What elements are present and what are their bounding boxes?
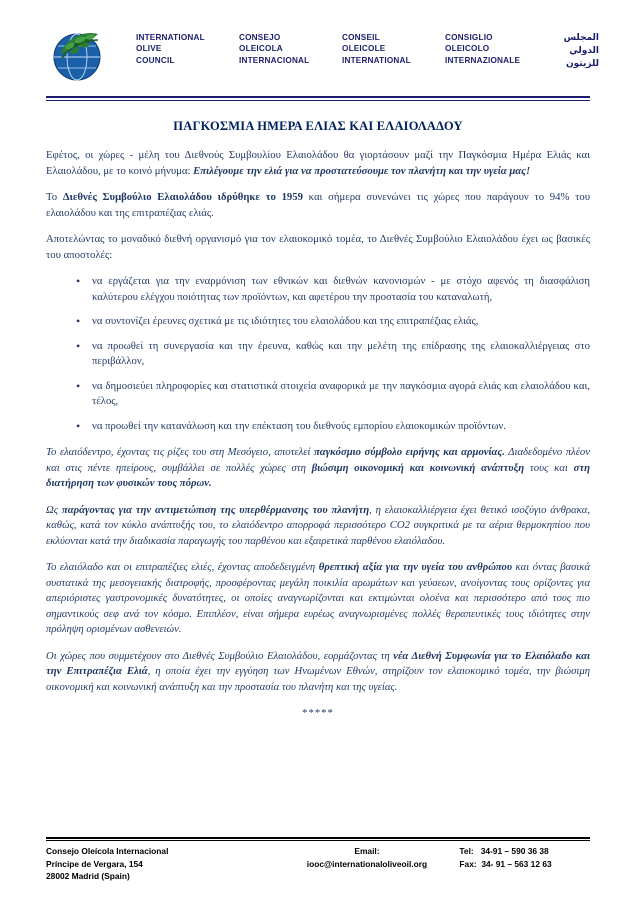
paragraph-7: Οι χώρες που συμμετέχουν στο Διεθνές Συμβούλιο Ελαιολάδου, εορμάζοντας τη νέα Διεθνή Συμφωνία για το Ελαιόλαδο και την Επιτραπέζια Ελιά, η οποία έχει την εγγύηση των Ηνωμένων Εθνών, στηρίζουν τον ελαιοκομικό τομέα, την βιώσιμη οικονομική και κοινωνική ανάπτυξη και την προστασία του πλανήτη και της υγείας. [46, 649, 590, 693]
document-body [46, 148, 590, 722]
header-divider-thick [46, 96, 590, 98]
paragraph-6: Το ελαιόλαδο και οι επιτραπέζιες ελιές, έχοντας αποδεδειγμένη θρεπτική αξία για την υγεία του ανθρώπου και όντας βασικά συστατικά της μεσογειακής διατροφής, προσφέροντας μεγάλη ποικιλία αρωμάτων και γεύσεων, ανοίγοντας τους ορίζοντες για απεριόριστες γαστρονομικές δυνατότητες, οι οποίες αναγνωρίζονται και εκτιμώνται ολοένα και περισσότερο από τους πιο σημαντικούς σεφ ανά τον κόσμο. Επιπλέον, είναι σήμερα ευρέως αναγνωρισμένες πολλές θεραπευτικές τους ιδιότητες στην πρόληψη ορισμένων ασθενειών. [46, 561, 590, 636]
list-item: • να συντονίζει έρευνες σχετικά με τις ιδιότητες του ελαιολάδου και της επιτραπέζιας ελιάς, [92, 314, 590, 330]
list-item: • να εργάζεται για την εναρμόνιση των εθνικών και διεθνών κανονισμών - με στόχο αφενός τη διασφάλιση καλύτερου ελέγχου ποιότητας των προϊόντων, και αφετέρου την προστασία του καταναλωτή, [92, 274, 590, 305]
fax-line [459, 858, 590, 870]
org-name-italian: CONSIGLIO OLEICOLO INTERNAZIONALE [445, 33, 521, 65]
footer-address: Consejo Oleícola Internacional Príncipe de Vergara, 154 28002 Madrid (Spain) [46, 846, 169, 881]
paragraph-5: Ως παράγοντας για την αντιμετώπιση της υπερθέρμανσης του πλανήτη, η ελαιοκαλλιέργεια έχει θετικό ισοζύγιο άνθρακα, καθώς, κατά τον κύκλο ανάπτυξής του, το ελαιόδεντρο απορροφά περισσότερο CO2 συγκριτικά με τα αέρια θερμοκηπίου που εκλύονται κατά την διαδικασία παραγωγής του παρθένου και εξαιρετικά παρθένου ελαιόλαδου. [46, 503, 590, 547]
footer-divider-thin [46, 840, 590, 841]
list-item: • να δημοσιεύει πληροφορίες και στατιστικά στοιχεία αναφορικά με την παγκόσμια αγορά ελιάς και ελαιολάδου και, τέλος, [92, 379, 590, 410]
paragraph-4: Το ελαιόδεντρο, έχοντας τις ρίζες του στη Μεσόγειο, αποτελεί παγκόσμιο σύμβολο ειρήνης και αρμονίας. Διαδεδομένο πλέον και στις πέντε ηπείρους, συμβάλλει σε πολλές χώρες στη βιώσιμη οικονομική και κοινωνική ανάπτυξη τους και στη διατήρηση των φυσικών τους πόρων. [46, 446, 590, 490]
email-label: Email: [354, 846, 380, 857]
telephone-line [459, 845, 590, 857]
list-item: • να προωθεί την κατανάλωση και την επέκταση του διεθνούς εμπορίου ελαιοκομικών προϊόντων. [92, 419, 590, 435]
paragraph-2: Το Διεθνές Συμβούλιο Ελαιολάδου ιδρύθηκε το 1959 και σήμερα συνενώνει τις χώρες που παράγουν το 94% του ελαιολάδου και της επιτραπέζιας ελιάς. [46, 191, 591, 219]
paragraph-3: Αποτελώντας το μοναδικό διεθνή οργανισμό για τον ελαιοκομικό τομέα, το Διεθνές Συμβούλιο Ελαιολάδου έχει ως βασικές του αποστολές: [46, 233, 590, 261]
organisation-names [118, 22, 599, 71]
fax-label: Fax: [459, 858, 477, 869]
list-item: • να προωθεί τη συνεργασία και την έρευνα, καθώς και την μελέτη της επίδρασης της ελαιοκαλλιέργειας στο περιβάλλον, [92, 339, 590, 370]
email-value[interactable]: iooc@internationaloliveoil.org [306, 858, 428, 869]
org-name-english: INTERNATIONAL OLIVE COUNCIL [136, 33, 205, 65]
footer-divider-thick [46, 837, 590, 839]
org-name-spanish: CONSEJO OLEICOLA INTERNACIONAL [239, 33, 310, 65]
document-footer [46, 837, 590, 882]
org-name-french: CONSEIL OLEICOLE INTERNATIONAL [342, 33, 411, 65]
fax-value: 34- 91 – 563 12 63 [481, 858, 552, 869]
paragraph-1: Εφέτος, οι χώρες - μέλη του Διεθνούς Συμβουλίου Ελαιολάδου θα γιορτάσουν μαζί την Παγκόσμια Ημέρα Ελιάς και Ελαιολάδου, με το κοινό μήνυμα: Επιλέγουμε την ελιά για να προστατεύσουμε τον πλανήτη και την υγεία μας! [46, 149, 590, 177]
page-title: ΠΑΓΚΟΣΜΙΑ ΗΜΕΡΑ ΕΛΙΑΣ ΚΑΙ ΕΛΑΙΟΛΑΔΟΥ [173, 119, 463, 133]
tel-label: Tel: [459, 846, 474, 857]
olive-branch-globe-logo [46, 24, 108, 86]
mission-list [46, 274, 590, 434]
document-header [46, 22, 599, 92]
footer-email [274, 845, 459, 882]
footer-contact [459, 845, 590, 882]
org-name-arabic: المجلس الدولي للزيتون [563, 33, 599, 70]
section-separator-asterisks: ***** [302, 707, 334, 720]
header-divider-thin [46, 100, 590, 101]
tel-value: 34-91 – 590 36 38 [480, 846, 549, 857]
